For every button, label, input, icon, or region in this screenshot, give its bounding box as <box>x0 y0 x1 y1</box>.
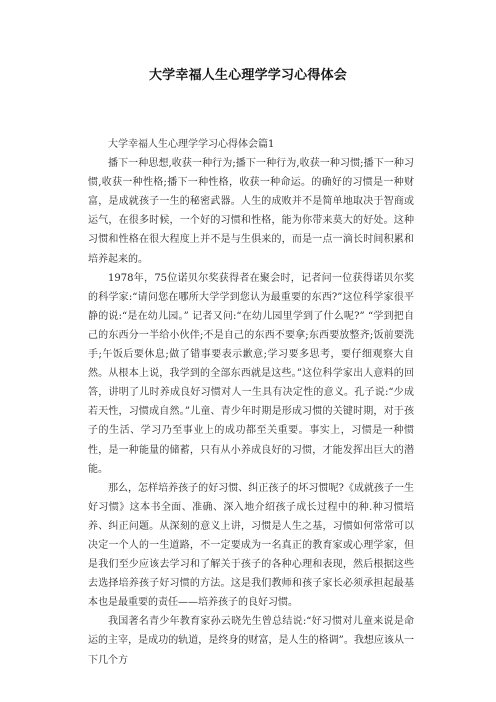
document-body <box>88 135 414 670</box>
document-title: 大学幸福人生心理学学习心得体会 <box>148 68 347 83</box>
section-heading: 大学幸福人生心理学学习心得体会篇1 <box>108 139 275 150</box>
body-paragraph: 播下一种思想,收获一种行为;播下一种行为,收获一种习惯;播下一种习惯,收获一种性格;播下一种性格，收获一种命运。的确好的习惯是一种财富，是成就孩子一生的秘密武器。人生的成败并不是简单地取决于智商或运气，在很多时候，一个好的习惯和性格，能为你带来莫大的好处。这种习惯和性格在很大程度上并不是与生俱来的，而是一点一滴长时间积累和培养起来的。 <box>88 158 414 265</box>
body-paragraph: 那么，怎样培养孩子的好习惯、纠正孩子的坏习惯呢?《成就孩子一生好习惯》这本书全面、准确、深入地介绍孩子成长过程中的种.种习惯培养、纠正问题。从深刻的意义上讲，习惯是人生之基，习惯如何常常可以决定一个人的一生道路，不一定要成为一名真正的教育家或心理学家，但是我们至少应该去学习和了解关于孩子的各种心理和表现，然后根据这些去选择培养孩子好习惯的方法。这是我们教师和孩子家长必须承担起最基本也是最重要的责任——培养孩子的良好习惯。 <box>88 482 414 609</box>
body-paragraph: 我国著名青少年教育家孙云晓先生曾总结说:“好习惯对儿童来说是命运的主宰，是成功的轨道，是终身的财富，是人生的格调”。我想应该从一下几个方 <box>88 616 414 666</box>
body-paragraph: 1978年，75位诺贝尔奖获得者在聚会时，记者问一位获得诺贝尔奖的科学家:“请问您在哪所大学学到您认为最重要的东西?”这位科学家很平静的说:“是在幼儿园。” 记者又问:“在幼儿园里学到了什么呢?” “学到把自己的东西分一半给小伙伴;不是自己的东西不要拿;东西要放整齐;饭前要洗手;午饭后要休息;做了错事要表示歉意;学习要多思考，要仔细观察大自然。从根本上说，我学到的全部东西就是这些。”这位科学家出人意料的回答，讲明了儿时养成良好习惯对人一生具有决定性的意义。孔子说:“少成若天性，习惯成自然。”儿童、青少年时期是形成习惯的关键时期，对于孩子的生活、学习乃至事业上的成功都至关重要。事实上，习惯是一种惯性，是一种能量的储蓄，只有从小养成良好的习惯，才能发挥出巨大的潜能。 <box>88 272 414 475</box>
